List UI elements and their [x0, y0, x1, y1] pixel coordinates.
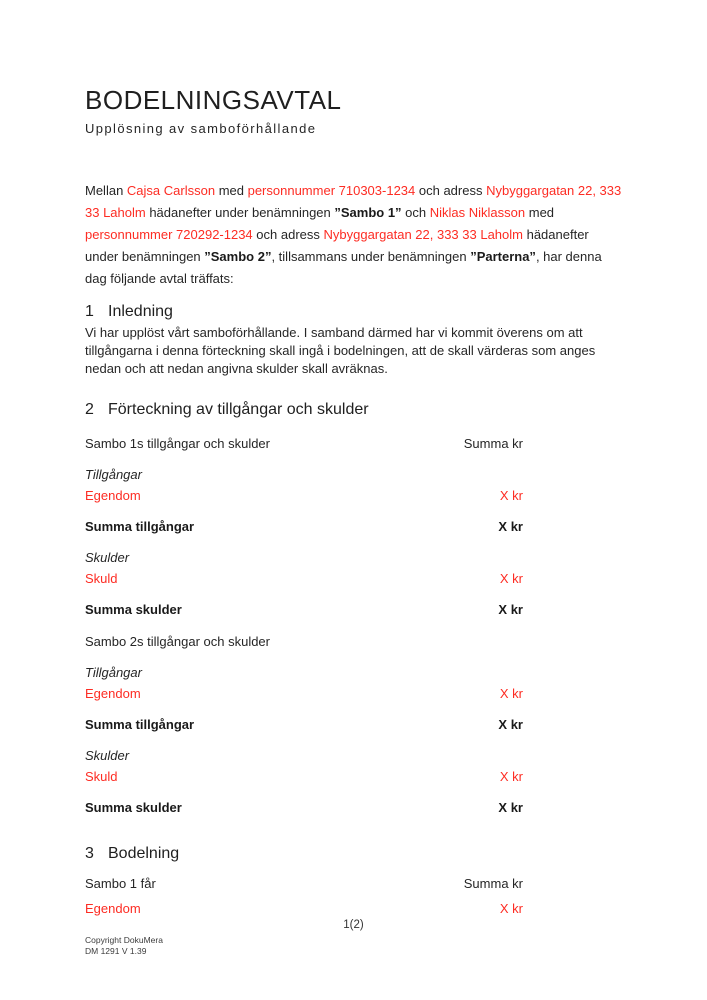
- text-segment: Cajsa Carlsson: [126, 183, 216, 198]
- text-segment: hädanefter under benämningen: [145, 205, 335, 220]
- version-line: DM 1291 V 1.39: [85, 946, 147, 956]
- table-header-label: Sambo 1s tillgångar och skulder: [85, 436, 270, 451]
- text-segment: och adress: [415, 183, 487, 198]
- table-header-row: [85, 876, 523, 891]
- text-segment: med: [215, 183, 248, 198]
- inledning-body: Vi har upplöst vårt samboförhållande. I samband därmed har vi kommit överens om att tillgångarna i denna förteckning skall ingå i bodelningen, att de skall värderas som anges nedan och att nedan angivna skulder skall avräknas.: [85, 325, 596, 376]
- page-subtitle: Upplösning av samboförhållande: [85, 121, 317, 136]
- sambo2-table: [85, 634, 523, 815]
- table-header-value: Summa kr: [463, 876, 523, 891]
- text-segment: ”Sambo 2”: [204, 249, 272, 264]
- table-rows: [85, 665, 523, 815]
- section-number: 3: [85, 845, 94, 862]
- page-title: BODELNINGSAVTAL: [85, 85, 342, 115]
- row-value: X kr: [499, 769, 523, 784]
- table-header-label: Sambo 2s tillgångar och skulder: [85, 634, 270, 649]
- text-segment: ”Sambo 1”: [334, 205, 402, 220]
- table-row: [85, 665, 523, 680]
- text-segment: och: [401, 205, 430, 220]
- table-header-label: Sambo 1 får: [85, 876, 156, 891]
- section-title: Inledning: [108, 303, 173, 320]
- table-row: [85, 717, 523, 732]
- text-segment: ”Parterna”: [470, 249, 536, 264]
- table-rows: [85, 467, 523, 617]
- row-label: Tillgångar: [85, 665, 142, 680]
- table-row: [85, 686, 523, 701]
- row-value: X kr: [498, 602, 523, 617]
- bodelning-table: [85, 876, 523, 916]
- row-value: X kr: [498, 519, 523, 534]
- row-value: X kr: [498, 717, 523, 732]
- copyright-block: [85, 935, 163, 957]
- table-row: [85, 467, 523, 482]
- section-title: Förteckning av tillgångar och skulder: [108, 401, 369, 418]
- row-value: X kr: [499, 901, 523, 916]
- row-label: Egendom: [85, 901, 141, 916]
- table-header-row: [85, 436, 523, 451]
- row-label: Skulder: [85, 748, 130, 763]
- table-row: [85, 748, 523, 763]
- row-label: Skulder: [85, 550, 130, 565]
- text-segment: Nybyggargatan 22, 333 33 Laholm: [85, 183, 622, 220]
- page-number: 1(2): [343, 919, 364, 931]
- row-value: X kr: [499, 488, 523, 503]
- table-row: [85, 901, 523, 916]
- text-segment: , har denna dag följande avtal träffats:: [85, 249, 602, 286]
- section-number: 2: [85, 401, 94, 418]
- table-row: [85, 769, 523, 784]
- sambo1-table: [85, 436, 523, 617]
- row-value: X kr: [499, 571, 523, 586]
- row-label: Summa skulder: [85, 800, 182, 815]
- row-value: X kr: [498, 800, 523, 815]
- table-row: [85, 602, 523, 617]
- section-heading-inledning: [85, 302, 623, 322]
- section-heading-bodelning: [85, 844, 623, 864]
- row-label: Egendom: [85, 488, 141, 503]
- row-label: Summa skulder: [85, 602, 182, 617]
- table-header-row: [85, 634, 523, 649]
- section-heading-forteckning: [85, 400, 623, 420]
- section-number: 1: [85, 303, 94, 320]
- row-label: Egendom: [85, 686, 141, 701]
- row-label: Summa tillgångar: [85, 519, 195, 534]
- table-rows: [85, 901, 523, 916]
- section-title: Bodelning: [108, 845, 180, 862]
- text-segment: Niklas Niklasson: [429, 205, 526, 220]
- row-label: Summa tillgångar: [85, 717, 195, 732]
- table-row: [85, 488, 523, 503]
- intro-paragraph: [85, 180, 623, 290]
- text-segment: hädanefter under benämningen: [85, 227, 589, 264]
- table-row: [85, 550, 523, 565]
- copyright-line: Copyright DokuMera: [85, 935, 163, 945]
- table-row: [85, 571, 523, 586]
- table-row: [85, 800, 523, 815]
- table-row: [85, 519, 523, 534]
- row-label: Skuld: [85, 571, 118, 586]
- text-segment: , tillsammans under benämningen: [271, 249, 471, 264]
- text-segment: Mellan: [85, 183, 127, 198]
- table-header-value: Summa kr: [463, 436, 523, 451]
- row-label: Tillgångar: [85, 467, 142, 482]
- text-segment: och adress: [252, 227, 324, 242]
- text-segment: personnummer 710303-1234: [247, 183, 416, 198]
- row-value: X kr: [499, 686, 523, 701]
- text-segment: med: [525, 205, 555, 220]
- row-label: Skuld: [85, 769, 118, 784]
- text-segment: Nybyggargatan 22, 333 33 Laholm: [323, 227, 523, 242]
- text-segment: personnummer 720292-1234: [85, 227, 253, 242]
- document-content: [85, 0, 623, 916]
